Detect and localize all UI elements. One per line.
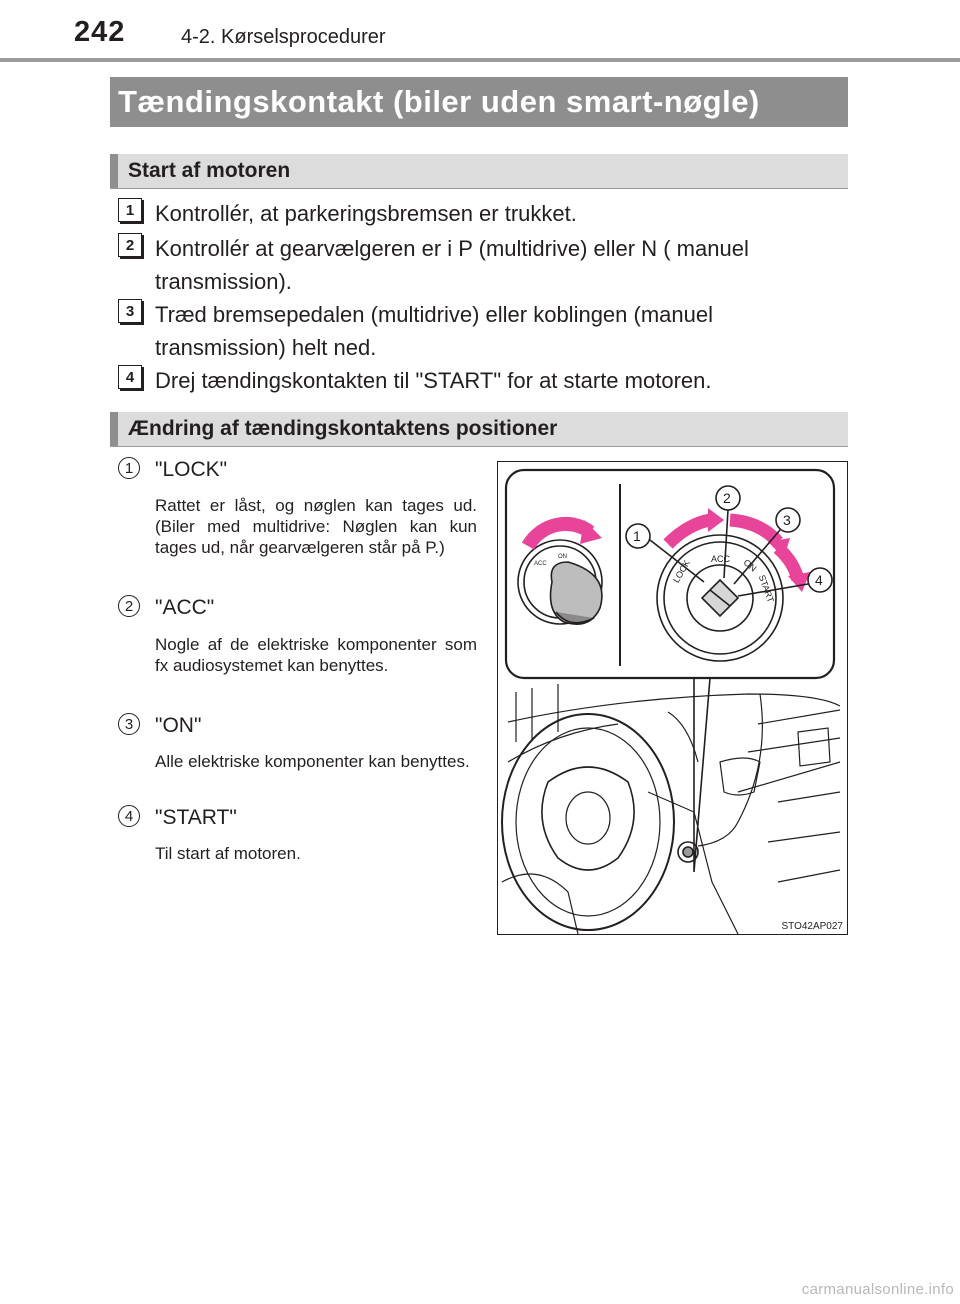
step-text: Kontrollér at gearvælgeren er i P (multidrive) eller N ( manuel transmission). (155, 236, 749, 294)
position-label: "LOCK" (155, 458, 228, 481)
step-badge: 2 (118, 233, 142, 257)
callout-3-label: 3 (783, 512, 791, 528)
section-heading-positions (110, 412, 848, 446)
section-heading-start (110, 154, 848, 188)
svg-text:ON: ON (558, 554, 567, 560)
position-label: "ACC" (155, 596, 215, 619)
header-rule (0, 58, 960, 62)
step-badge: 3 (118, 299, 142, 323)
svg-text:ON: ON (741, 557, 759, 574)
position-number: 1 (118, 457, 140, 479)
position-description: Alle elektriske komponenter kan benyttes. (155, 752, 470, 771)
step-text: Drej tændingskontakten til "START" for at starte motoren. (155, 368, 712, 393)
callout-1-label: 1 (633, 528, 641, 544)
position-label: "ON" (155, 714, 202, 737)
ignition-illustration (498, 462, 847, 934)
step-text: Træd bremsepedalen (multidrive) eller koblingen (manuel transmission) helt ned. (155, 302, 713, 360)
position-label: "START" (155, 806, 237, 829)
step-badge: 4 (118, 365, 142, 389)
svg-text:ACC: ACC (534, 561, 547, 567)
callout-2-label: 2 (723, 490, 731, 506)
svg-text:LOCK: LOCK (671, 558, 692, 585)
section-heading-start-label: Start af motoren (128, 159, 291, 182)
callout-4-label: 4 (815, 572, 823, 588)
section-heading-positions-label: Ændring af tændingskontaktens positioner (128, 417, 558, 440)
watermark: carmanualsonline.info (801, 1281, 954, 1298)
page-number: 242 (74, 16, 126, 48)
position-description: Nogle af de elektriske komponenter som fx audiosystemet kan benyttes. (155, 635, 477, 675)
ignition-figure (497, 461, 848, 935)
page-title: Tændingskontakt (biler uden smart-nøgle) (110, 77, 848, 127)
position-description: Rattet er låst, og nøglen kan tages ud. (Biler med multidrive: Nøglen kan kun tages ud, når gearvælgeren står på P.) (155, 496, 477, 557)
position-number: 4 (118, 805, 140, 827)
svg-text:ACC: ACC (711, 554, 731, 564)
position-number: 3 (118, 713, 140, 735)
svg-text:START: START (756, 573, 776, 604)
chapter-title: 4-2. Kørselsprocedurer (181, 26, 386, 48)
step-badge: 1 (118, 198, 142, 222)
step-text: Kontrollér, at parkeringsbremsen er trukket. (155, 201, 577, 226)
position-number: 2 (118, 595, 140, 617)
position-description: Til start af motoren. (155, 844, 301, 863)
figure-code: STO42AP027 (781, 921, 843, 932)
